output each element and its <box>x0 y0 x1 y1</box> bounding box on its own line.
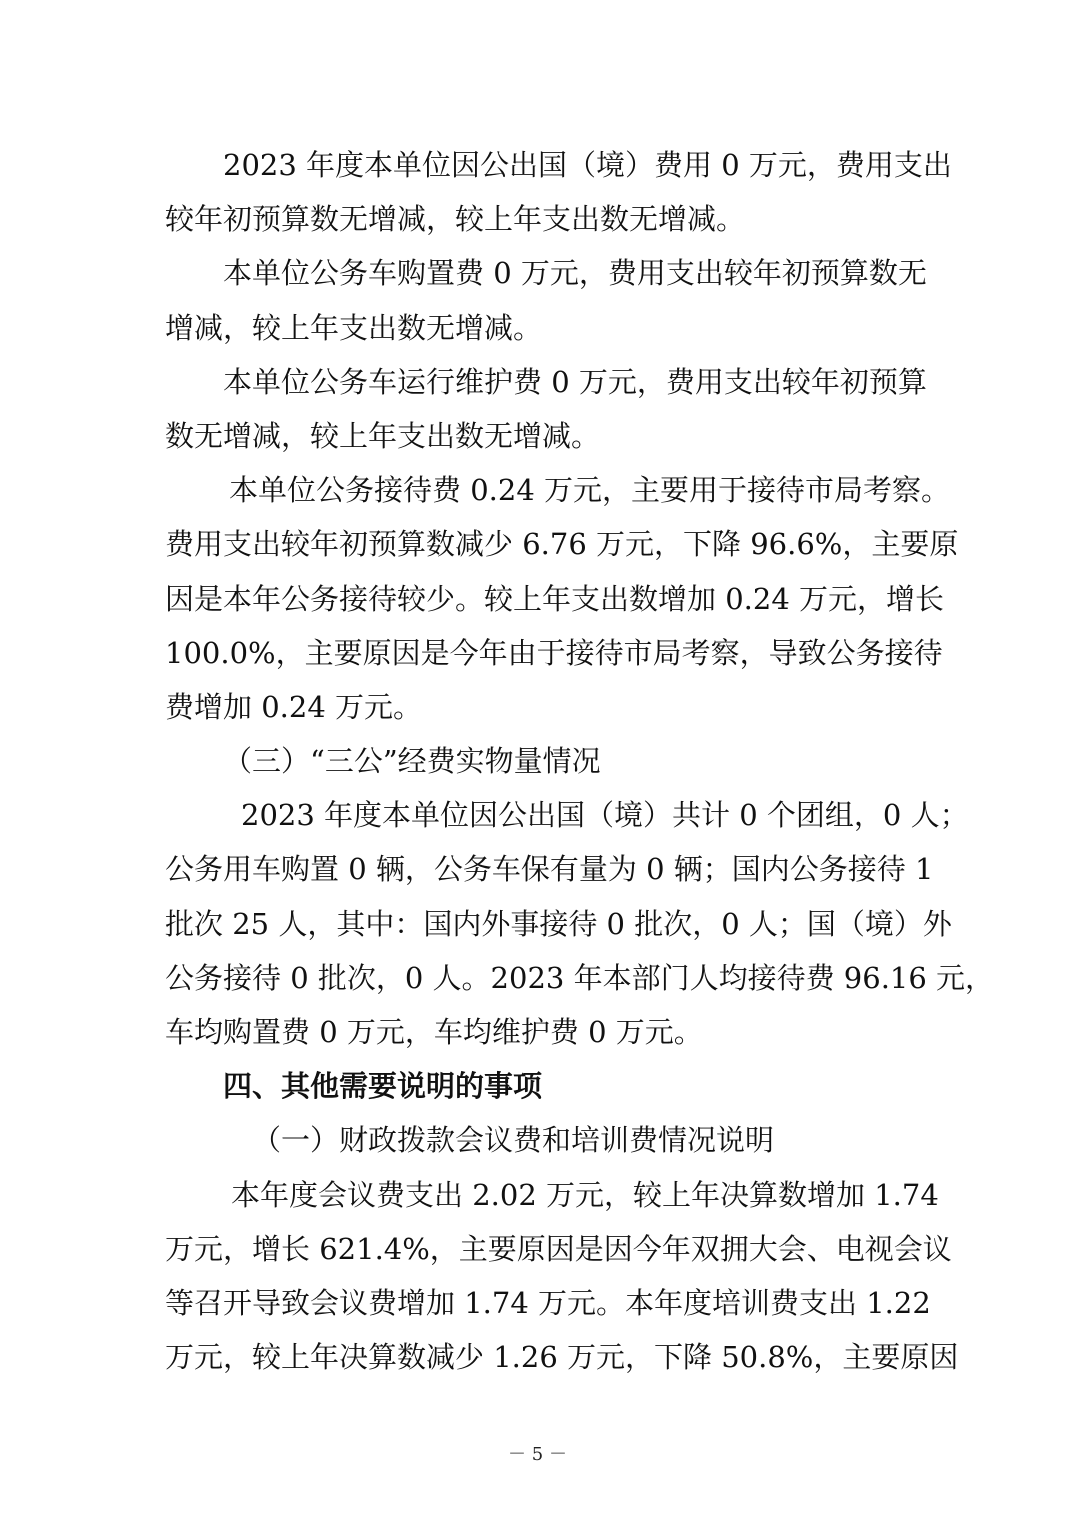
section-heading-three: （三）“三公”经费实物量情况 <box>223 744 601 779</box>
paragraph-line: 本单位公务接待费 0.24 万元，主要用于接待市局考察。 <box>229 473 951 508</box>
paragraph-line: 本年度会议费支出 2.02 万元，较上年决算数增加 1.74 <box>231 1177 939 1212</box>
paragraph-line: 因是本年公务接待较少。较上年支出数增加 0.24 万元，增长 <box>165 581 945 616</box>
section-heading-one: （一）财政拨款会议费和培训费情况说明 <box>252 1123 775 1158</box>
paragraph-line: 100.0%，主要原因是今年由于接待市局考察，导致公务接待 <box>165 635 943 670</box>
document-body <box>165 138 995 1384</box>
paragraph-line: 2023 年度本单位因公出国（境）费用 0 万元，费用支出 <box>223 148 952 182</box>
page-number: － 5 － <box>508 1444 567 1465</box>
paragraph-line: 2023 年度本单位因公出国（境）共计 0 个团组，0 人； <box>241 798 969 833</box>
paragraph-line: 万元，较上年决算数减少 1.26 万元，下降 50.8%，主要原因 <box>165 1340 959 1375</box>
paragraph-line: 较年初预算数无增减，较上年支出数无增减。 <box>165 202 746 237</box>
paragraph-line: 等召开导致会议费增加 1.74 万元。本年度培训费支出 1.22 <box>165 1285 931 1320</box>
paragraph-line: 车均购置费 0 万元，车均维护费 0 万元。 <box>165 1015 703 1049</box>
paragraph-line: 本单位公务车运行维护费 0 万元，费用支出较年初预算 <box>223 364 927 399</box>
paragraph-line: 公务用车购置 0 辆，公务车保有量为 0 辆；国内公务接待 1 <box>165 852 934 887</box>
section-heading-four: 四、其他需要说明的事项 <box>223 1069 543 1104</box>
paragraph-line: 公务接待 0 批次，0 人。2023 年本部门人均接待费 96.16 元， <box>165 960 995 995</box>
paragraph-line: 本单位公务车购置费 0 万元，费用支出较年初预算数无 <box>223 256 927 291</box>
paragraph-line: 批次 25 人，其中：国内外事接待 0 批次，0 人；国（境）外 <box>165 906 952 941</box>
paragraph-line: 费用支出较年初预算数减少 6.76 万元，下降 96.6%，主要原 <box>165 527 959 562</box>
paragraph-line: 万元，增长 621.4%，主要原因是因今年双拥大会、电视会议 <box>165 1231 952 1266</box>
paragraph-line: 数无增减，较上年支出数无增减。 <box>165 418 601 453</box>
paragraph-line: 增减，较上年支出数无增减。 <box>165 310 543 345</box>
paragraph-line: 费增加 0.24 万元。 <box>165 689 423 724</box>
